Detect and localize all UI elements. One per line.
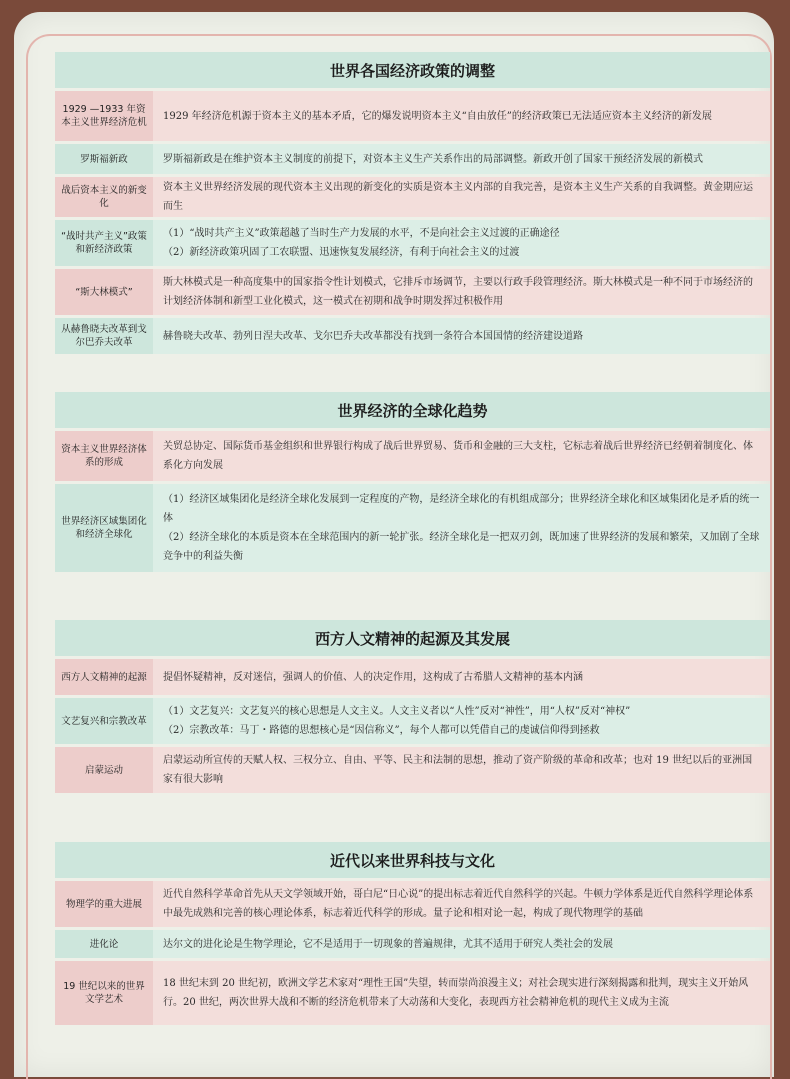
row-label: 1929 —1933 年资本主义世界经济危机	[55, 91, 153, 141]
section-title: 近代以来世界科技与文化	[55, 842, 770, 878]
section-title: 世界各国经济政策的调整	[55, 52, 770, 88]
row-content	[153, 698, 770, 744]
section-title: 世界经济的全球化趋势	[55, 392, 770, 428]
row-content	[153, 484, 770, 572]
list-item: （1）文艺复兴：文艺复兴的核心思想是人文主义。人文主义者以“人性”反对“神性”，用“人权”反对“神权”	[163, 706, 631, 717]
section-economic-policy	[55, 52, 770, 354]
section-globalization	[55, 392, 770, 572]
section-science-culture	[55, 842, 770, 1025]
row-content	[153, 220, 770, 266]
table-row	[55, 269, 770, 315]
row-label: 西方人文精神的起源	[55, 659, 153, 695]
row-content: 达尔文的进化论是生物学理论，它不是适用于一切现象的普遍规律，尤其不适用于研究人类社会的发展	[153, 930, 770, 958]
list-item: （2）新经济政策巩固了工农联盟、迅速恢复发展经济，有利于向社会主义的过渡	[163, 247, 520, 258]
row-content: 提倡怀疑精神，反对迷信，强调人的价值、人的决定作用，这构成了古希腊人文精神的基本内涵	[153, 659, 770, 695]
row-label: 文艺复兴和宗教改革	[55, 698, 153, 744]
row-label: 从赫鲁晓夫改革到戈尔巴乔夫改革	[55, 318, 153, 354]
row-content: 赫鲁晓夫改革、勃列日涅夫改革、戈尔巴乔夫改革都没有找到一条符合本国国情的经济建设道路	[153, 318, 770, 354]
row-label: 19 世纪以来的世界文学艺术	[55, 961, 153, 1025]
row-content: 斯大林模式是一种高度集中的国家指令性计划模式，它排斥市场调节，主要以行政手段管理经济。斯大林模式是一种不同于市场经济的计划经济体制和新型工业化模式，这一模式在初期和战争时期发挥过积极作用	[153, 269, 770, 315]
table-row	[55, 318, 770, 354]
row-content: 1929 年经济危机源于资本主义的基本矛盾，它的爆发说明资本主义“自由放任”的经济政策已无法适应资本主义经济的新发展	[153, 91, 770, 141]
row-label: 资本主义世界经济体系的形成	[55, 431, 153, 481]
table-row	[55, 881, 770, 927]
section-title: 西方人文精神的起源及其发展	[55, 620, 770, 656]
list-item: （1）经济区域集团化是经济全球化发展到一定程度的产物，是经济全球化的有机组成部分；世界经济全球化和区域集团化是矛盾的统一体	[163, 494, 760, 524]
row-content: 启蒙运动所宣传的天赋人权、三权分立、自由、平等、民主和法制的思想，推动了资产阶级的革命和改革；也对 19 世纪以后的亚洲国家有很大影响	[153, 747, 770, 793]
list-item: （2）宗教改革：马丁・路德的思想核心是“因信称义”，每个人都可以凭借自己的虔诚信仰得到拯救	[163, 725, 600, 736]
table-row	[55, 91, 770, 141]
row-content: 近代自然科学革命首先从天文学领域开始，哥白尼“日心说”的提出标志着近代自然科学的兴起。牛顿力学体系是近代自然科学理论体系中最先成熟和完善的核心理论体系，标志着近代科学的形成。量子论和相对论一起，构成了现代物理学的基础	[153, 881, 770, 927]
list-item: （1）“战时共产主义”政策超越了当时生产力发展的水平，不是向社会主义过渡的正确途径	[163, 228, 560, 239]
row-content: 关贸总协定、国际货币基金组织和世界银行构成了战后世界贸易、货币和金融的三大支柱，它标志着战后世界经济已经朝着制度化、体系化方向发展	[153, 431, 770, 481]
row-label: 罗斯福新政	[55, 144, 153, 174]
row-content: 18 世纪末到 20 世纪初，欧洲文学艺术家对“理性王国”失望，转而崇尚浪漫主义；对社会现实进行深刻揭露和批判，现实主义开始风行。20 世纪，两次世界大战和不断的经济危机带来了大动荡和大变化，表现西方社会精神危机的现代主义成为主流	[153, 961, 770, 1025]
row-content: 罗斯福新政是在维护资本主义制度的前提下，对资本主义生产关系作出的局部调整。新政开创了国家干预经济发展的新模式	[153, 144, 770, 174]
row-label: 世界经济区域集团化和经济全球化	[55, 484, 153, 572]
table-row	[55, 431, 770, 481]
table-row	[55, 659, 770, 695]
table-row	[55, 220, 770, 266]
row-label: “斯大林模式”	[55, 269, 153, 315]
table-row	[55, 747, 770, 793]
table-row	[55, 144, 770, 174]
list-item: （2）经济全球化的本质是资本在全球范围内的新一轮扩张。经济全球化是一把双刃剑，既加速了世界经济的发展和繁荣，又加剧了全球竞争中的利益失衡	[163, 532, 760, 562]
row-label: 战后资本主义的新变化	[55, 177, 153, 217]
row-label: 进化论	[55, 930, 153, 958]
row-label: 物理学的重大进展	[55, 881, 153, 927]
row-label: 启蒙运动	[55, 747, 153, 793]
section-humanism	[55, 620, 770, 793]
row-label: “战时共产主义”政策和新经济政策	[55, 220, 153, 266]
table-row	[55, 930, 770, 958]
row-content: 资本主义世界经济发展的现代资本主义出现的新变化的实质是资本主义内部的自我完善，是资本主义生产关系的自我调整。黄金期应运而生	[153, 177, 770, 217]
table-row	[55, 484, 770, 572]
table-row	[55, 961, 770, 1025]
table-row	[55, 177, 770, 217]
table-row	[55, 698, 770, 744]
